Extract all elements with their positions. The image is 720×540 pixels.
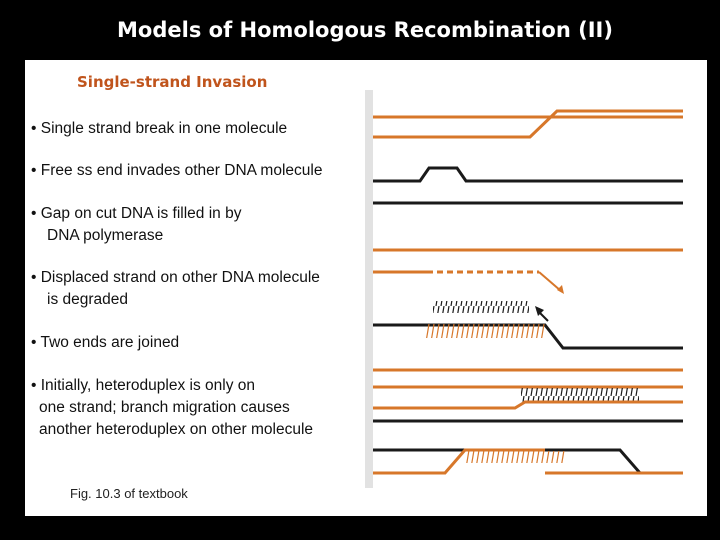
figure-caption: Fig. 10.3 of textbook <box>70 486 188 501</box>
strand-invading <box>373 111 683 137</box>
bullet-single-strand-break: • Single strand break in one molecule <box>31 120 288 137</box>
slide-title: Models of Homologous Recombination (II) <box>117 18 613 42</box>
bullet-displaced-strand-line2: is degraded <box>47 291 129 308</box>
bullet-gap-filled <box>31 203 241 247</box>
bullet-heteroduplex-line2: one strand; branch migration causes <box>39 399 290 416</box>
subtitle: Single-strand Invasion <box>77 73 268 91</box>
heteroduplex-orange-2 <box>465 451 565 463</box>
arrow-head <box>557 285 564 294</box>
step-1-invasion <box>373 111 683 203</box>
bullet-heteroduplex-line3: another heteroduplex on other molecule <box>39 421 314 438</box>
bullet-ends-joined: • Two ends are joined <box>31 334 180 351</box>
bullet-heteroduplex-line1: • Initially, heteroduplex is only on <box>31 377 255 394</box>
bullet-heteroduplex <box>31 375 313 441</box>
heteroduplex-dark <box>521 388 639 402</box>
bullet-strand-invasion: • Free ss end invades other DNA molecule <box>31 162 323 179</box>
bullet-gap-filled-line2: DNA polymerase <box>47 227 164 244</box>
step-3-branch-migration <box>373 387 683 473</box>
strand-displaced <box>373 168 683 181</box>
step-2-degradation <box>373 250 683 370</box>
strand-migrating <box>373 402 683 408</box>
bullet-gap-filled-line1: • Gap on cut DNA is filled in by <box>31 205 242 222</box>
degraded-strand <box>433 301 529 313</box>
recombination-diagram <box>365 90 707 488</box>
content-panel <box>25 60 707 516</box>
arrow-shaft <box>539 272 561 291</box>
heteroduplex-orange <box>425 324 545 338</box>
figure-edge-shade <box>365 90 373 488</box>
bullet-displaced-strand-line1: • Displaced strand on other DNA molecule <box>31 269 320 286</box>
bullet-displaced-strand <box>31 267 320 311</box>
